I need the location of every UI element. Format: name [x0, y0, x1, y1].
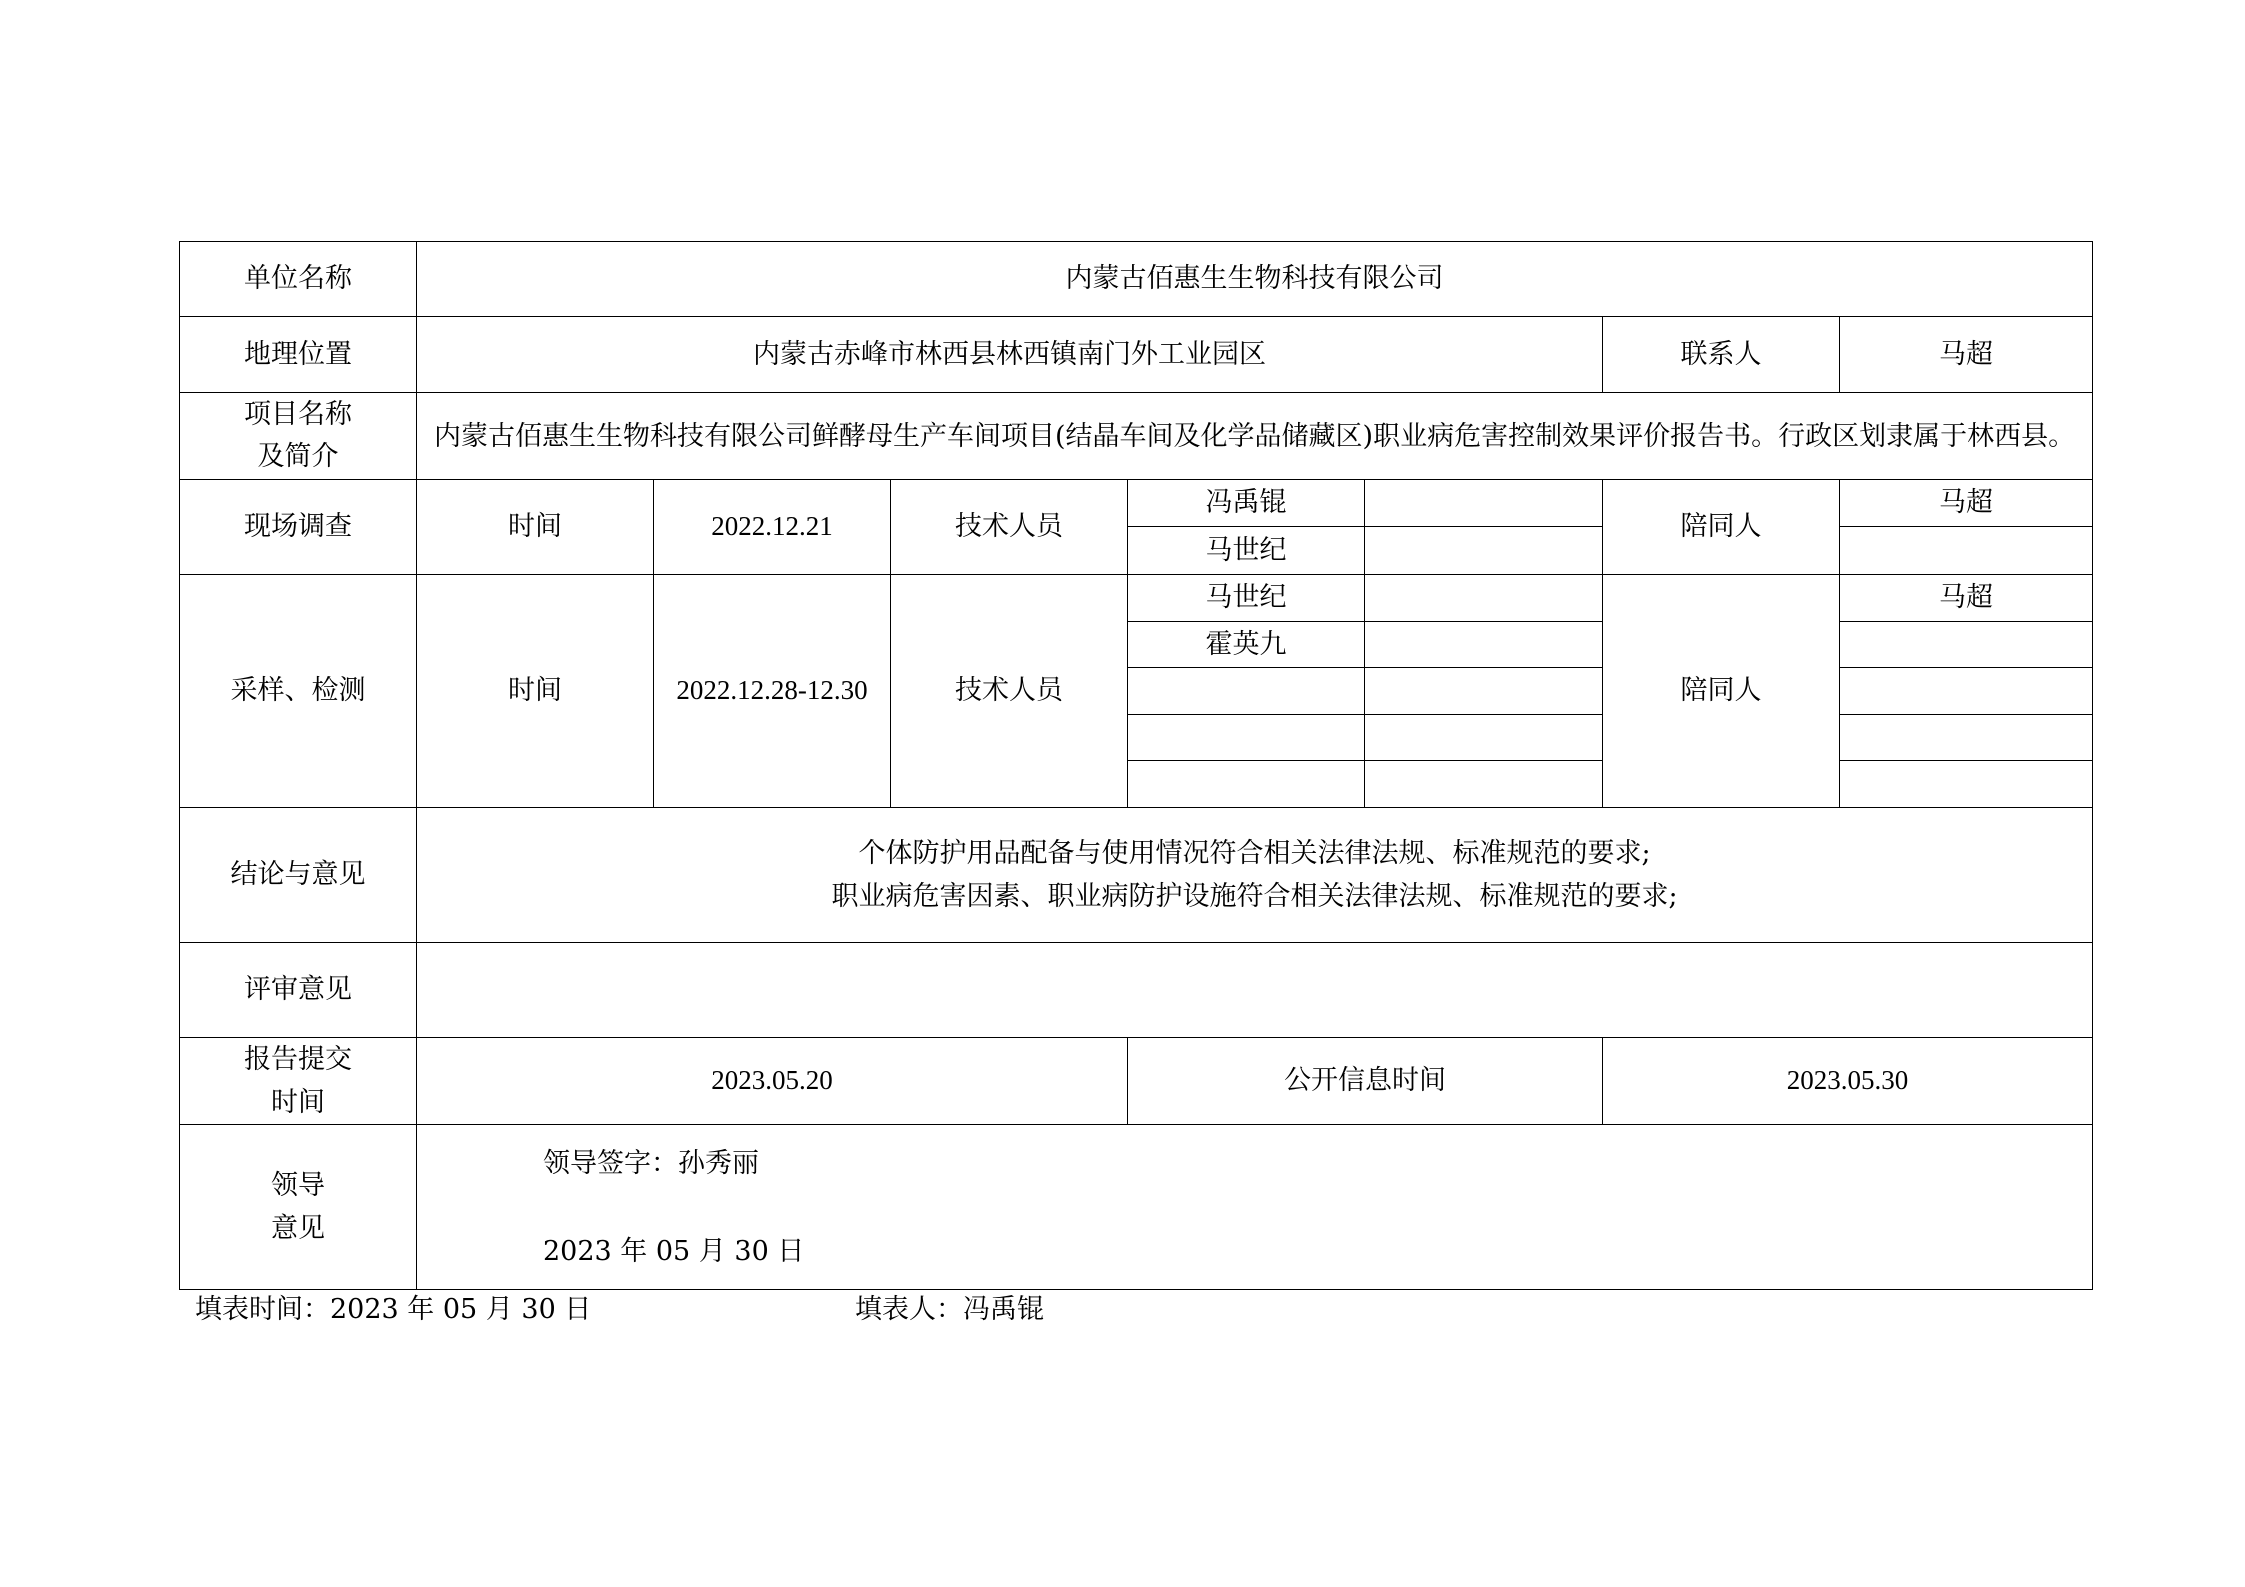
public-info-time-label: 公开信息时间 [1128, 1038, 1603, 1125]
sampling-escort [1840, 622, 2093, 668]
sampling-escort [1840, 668, 2093, 715]
unit-name-value: 内蒙古佰惠生生物科技有限公司 [417, 242, 2093, 317]
sampling-time-value: 2022.12.28-12.30 [654, 575, 891, 808]
leader-opinion-content [417, 1125, 2093, 1290]
survey-time-label: 时间 [417, 480, 654, 575]
row-submit [180, 1038, 2093, 1125]
sampling-escort [1840, 715, 2093, 761]
sampling-tech-staff [1128, 668, 1365, 715]
review-value [417, 943, 2093, 1038]
sampling-label: 采样、检测 [180, 575, 417, 808]
location-label: 地理位置 [180, 317, 417, 393]
contact-label: 联系人 [1603, 317, 1840, 393]
public-info-date: 2023.05.30 [1603, 1038, 2093, 1125]
sampling-escort [1840, 761, 2093, 808]
unit-name-label: 单位名称 [180, 242, 417, 317]
survey-escort [1840, 527, 2093, 575]
sampling-escort-label: 陪同人 [1603, 575, 1840, 808]
sampling-time-label: 时间 [417, 575, 654, 808]
row-leader [180, 1125, 2093, 1290]
location-value: 内蒙古赤峰市林西县林西镇南门外工业园区 [417, 317, 1603, 393]
conclusion-label: 结论与意见 [180, 808, 417, 943]
row-conclusion [180, 808, 2093, 943]
sampling-tech-staff-extra [1365, 715, 1603, 761]
leader-date: 2023 年 05 月 30 日 [543, 1235, 805, 1267]
sampling-tech-label: 技术人员 [891, 575, 1128, 808]
row-survey-1 [180, 480, 2093, 527]
survey-tech-staff-extra [1365, 480, 1603, 527]
survey-tech-staff: 冯禹锟 [1128, 480, 1365, 527]
conclusion-line: 个体防护用品配备与使用情况符合相关法律法规、标准规范的要求; [858, 838, 1651, 869]
submit-date: 2023.05.20 [417, 1038, 1128, 1125]
sampling-escort: 马超 [1840, 575, 2093, 622]
sampling-tech-staff: 霍英九 [1128, 622, 1365, 668]
sampling-tech-staff-extra [1365, 622, 1603, 668]
conclusion-line: 职业病危害因素、职业病防护设施符合相关法律法规、标准规范的要求; [831, 881, 1678, 912]
row-project [180, 393, 2093, 480]
row-review [180, 943, 2093, 1038]
leader-signature: 领导签字：孙秀丽 [543, 1148, 759, 1179]
project-label: 项目名称 及简介 [180, 393, 417, 480]
project-desc: 内蒙古佰惠生生物科技有限公司鲜酵母生产车间项目(结晶车间及化学品储藏区)职业病危害控制效果评价报告书。行政区划隶属于林西县。 [417, 393, 2093, 480]
row-unit-name [180, 242, 2093, 317]
sampling-tech-staff [1128, 761, 1365, 808]
row-sampling-1 [180, 575, 2093, 622]
sampling-tech-staff [1128, 715, 1365, 761]
survey-time-value: 2022.12.21 [654, 480, 891, 575]
survey-escort-label: 陪同人 [1603, 480, 1840, 575]
leader-opinion-label: 领导 意见 [180, 1125, 417, 1290]
survey-label: 现场调查 [180, 480, 417, 575]
sampling-tech-staff-extra [1365, 668, 1603, 715]
review-label: 评审意见 [180, 943, 417, 1038]
survey-escort: 马超 [1840, 480, 2093, 527]
sampling-tech-staff-extra [1365, 575, 1603, 622]
sampling-tech-staff: 马世纪 [1128, 575, 1365, 622]
report-info-table [179, 241, 2093, 1290]
conclusion-text [417, 808, 2093, 943]
survey-tech-label: 技术人员 [891, 480, 1128, 575]
row-location [180, 317, 2093, 393]
fill-time: 填表时间：2023 年 05 月 30 日 [195, 1294, 592, 1325]
filler: 填表人：冯禹锟 [855, 1294, 1044, 1325]
sampling-tech-staff-extra [1365, 761, 1603, 808]
survey-tech-staff: 马世纪 [1128, 527, 1365, 575]
contact-value: 马超 [1840, 317, 2093, 393]
survey-tech-staff-extra [1365, 527, 1603, 575]
submit-time-label: 报告提交 时间 [180, 1038, 417, 1125]
